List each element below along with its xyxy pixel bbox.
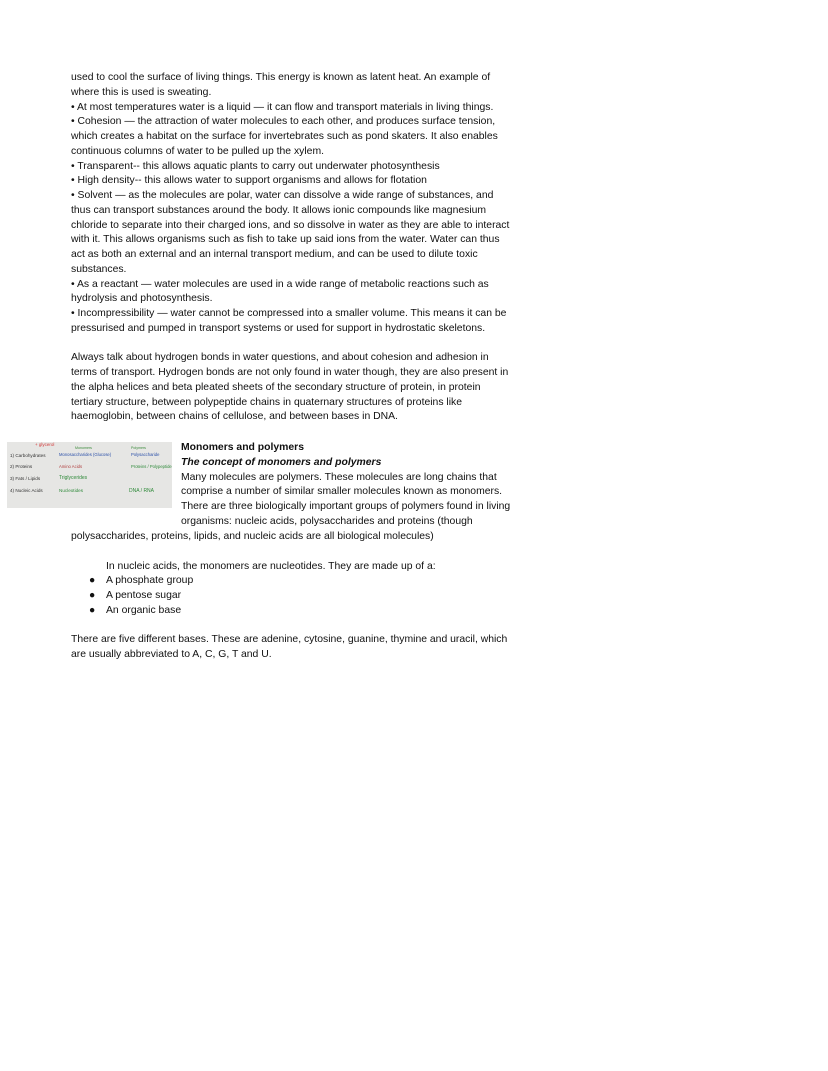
list-item bbox=[71, 589, 541, 604]
bullet-icon: ● bbox=[89, 604, 96, 616]
figure-row-monomer: Triglycerides bbox=[59, 475, 88, 481]
text-line: pressurised and pumped in transport systems or used for support in hydrostatic skeletons. bbox=[71, 322, 486, 334]
text-line: comprise a number of similar smaller molecules known as monomers. bbox=[181, 486, 503, 498]
text-line: chloride to separate into their charged ions, and so dissolve in water as they are able to interact bbox=[71, 219, 510, 231]
text-line: used to cool the surface of living things. This energy is known as latent heat. An example of bbox=[71, 72, 491, 83]
list-item-text: An organic base bbox=[106, 604, 182, 616]
figure-header-polymers: Polymers bbox=[131, 446, 146, 450]
figure-row-monomer: Monosaccharides (Glucose) bbox=[59, 452, 112, 457]
text-line: thus can transport substances around the body. It allows ionic compounds like magnesium bbox=[71, 204, 487, 216]
text-line: Always talk about hydrogen bonds in water questions, and about cohesion and adhesion in bbox=[71, 352, 489, 364]
post-figure-content bbox=[71, 530, 541, 663]
list-item-text: A phosphate group bbox=[106, 575, 194, 587]
text-line: polysaccharides, proteins, lipids, and nucleic acids are all biological molecules) bbox=[71, 531, 434, 542]
list-item bbox=[71, 574, 541, 589]
text-line: the alpha helices and beta pleated sheets of the secondary structure of protein, in protein bbox=[71, 381, 481, 393]
whiteboard-photo bbox=[7, 442, 172, 508]
text-line: • Solvent — as the molecules are polar, water can dissolve a wide range of substances, and bbox=[71, 190, 494, 201]
figure-row-polymer: DNA / RNA bbox=[129, 488, 155, 494]
figure-row-name: 1) Carbohydrates bbox=[10, 453, 46, 458]
text-line: continuous columns of water to be pulled up the xylem. bbox=[71, 145, 324, 157]
text-line: • Incompressibility — water cannot be compressed into a smaller volume. This means it can be bbox=[71, 308, 507, 319]
text-line: are usually abbreviated to A, C, G, T and U. bbox=[71, 649, 272, 660]
figure-row-polymer: Polysaccharide bbox=[131, 452, 160, 457]
figure-row-monomer: Amino Acids bbox=[59, 464, 83, 469]
monomers-polymers-section bbox=[181, 441, 541, 530]
text-line: with it. This allows organisms such as fish to take up said ions from the water. Water can thus bbox=[71, 234, 500, 246]
text-line: • As a reactant — water molecules are used in a wide range of metabolic reactions such as bbox=[71, 278, 489, 290]
text-line: There are five different bases. These are adenine, cytosine, guanine, thymine and uracil, which bbox=[71, 634, 508, 646]
list-item-text: A pentose sugar bbox=[106, 590, 182, 601]
text-line: act as both an external and an internal transport medium, and can be used to dilute toxic bbox=[71, 249, 478, 260]
bullet-icon: ● bbox=[89, 575, 96, 587]
text-line: where this is used is sweating. bbox=[71, 86, 212, 98]
text-line: • Transparent-- this allows aquatic plants to carry out underwater photosynthesis bbox=[71, 160, 440, 172]
section-subheading: The concept of monomers and polymers bbox=[181, 456, 382, 468]
hydrogen-bonds-paragraph bbox=[71, 351, 537, 425]
figure-row-polymer: Proteins / Polypeptide bbox=[131, 464, 172, 469]
text-line: organisms: nucleic acids, polysaccharides and proteins (though bbox=[181, 515, 473, 527]
text-line: which creates a habitat on the surface for invertebrates such as pond skaters. It also enables bbox=[71, 131, 498, 142]
text-line: tertiary structure, between polypeptide chains in quaternary structures of proteins like bbox=[71, 396, 463, 408]
list-item bbox=[71, 604, 541, 619]
text-line: hydrolysis and photosynthesis. bbox=[71, 293, 213, 305]
figure-row-name: 3) Fats / Lipids bbox=[10, 476, 41, 481]
section-heading: Monomers and polymers bbox=[181, 442, 304, 453]
figure-top-label: + glycerol bbox=[35, 442, 55, 447]
bullet-icon: ● bbox=[89, 590, 96, 601]
text-line: • High density-- this allows water to support organisms and allows for flotation bbox=[71, 175, 427, 187]
figure-header-monomers: Monomers bbox=[75, 446, 92, 450]
text-line: Many molecules are polymers. These molecules are long chains that bbox=[181, 471, 497, 483]
text-line: • At most temperatures water is a liquid — it can flow and transport materials in living things. bbox=[71, 101, 494, 113]
text-line: substances. bbox=[71, 263, 127, 275]
figure-row-name: 4) Nucleic Acids bbox=[10, 488, 43, 493]
figure-row-name: 2) Proteins bbox=[10, 464, 33, 469]
text-line: • Cohesion — the attraction of water molecules to each other, and produces surface tension, bbox=[71, 116, 496, 128]
text-line: terms of transport. Hydrogen bonds are not only found in water though, they are also present in bbox=[71, 367, 509, 378]
text-line: There are three biologically important groups of polymers found in living bbox=[181, 501, 511, 512]
text-line: haemoglobin, between chains of cellulose, and between bases in DNA. bbox=[71, 411, 398, 423]
figure-row-monomer: Nucleotides bbox=[59, 488, 84, 493]
water-properties-text bbox=[71, 71, 537, 337]
nucleic-intro: In nucleic acids, the monomers are nucleotides. They are made up of a: bbox=[106, 560, 436, 572]
document-page bbox=[71, 71, 537, 425]
